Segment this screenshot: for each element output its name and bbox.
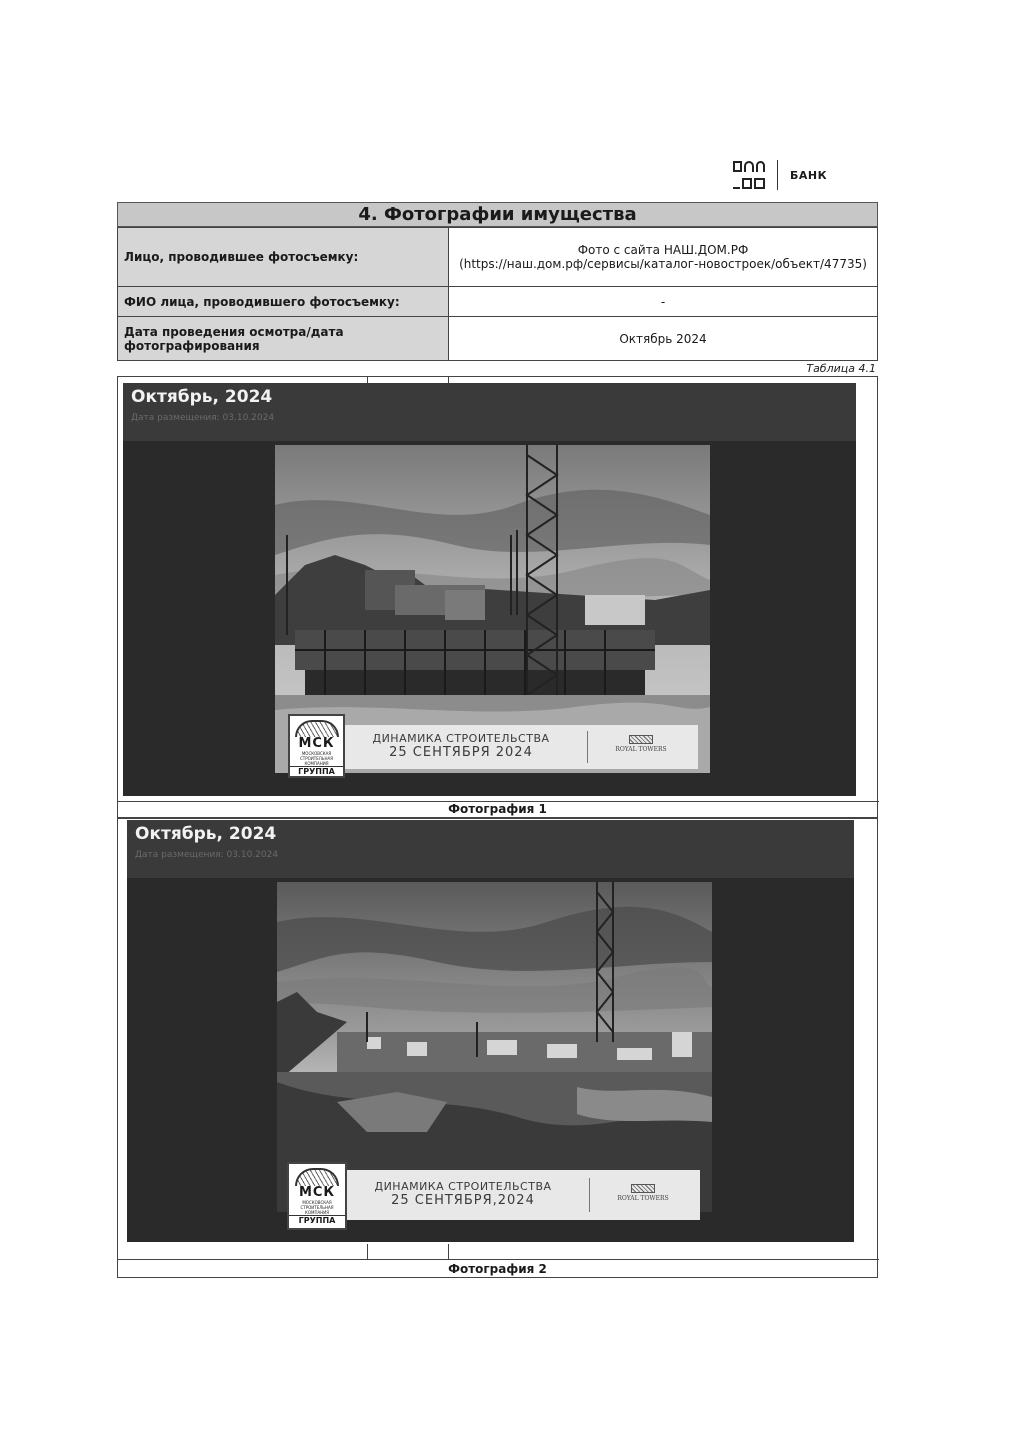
section-title: 4. Фотографии имущества xyxy=(117,202,878,227)
screenshot-2 xyxy=(127,820,854,1242)
table-row xyxy=(118,317,878,361)
screenshot-date: Дата размещения: 03.10.2024 xyxy=(135,850,279,860)
screenshot-header xyxy=(123,383,856,441)
msk-dome-icon xyxy=(295,1168,339,1186)
photographer-value xyxy=(449,228,878,287)
table-row xyxy=(118,287,878,317)
screenshot-1 xyxy=(123,383,856,796)
photographer-url: (https://наш.дом.рф/сервисы/каталог-новостроек/объект/47735) xyxy=(459,257,867,271)
photo-caption-1: Фотография 1 xyxy=(448,802,547,816)
logo-divider xyxy=(777,160,778,190)
info-table xyxy=(117,227,878,361)
dom-rf-logo-icon xyxy=(733,161,765,189)
fio-value: - xyxy=(449,287,878,317)
msk-word: МСК xyxy=(298,736,335,751)
fio-label: ФИО лица, проводившего фотосъемку: xyxy=(118,287,449,317)
msk-word: МСК xyxy=(298,1185,336,1200)
msk-subtitle: МОСКОВСКАЯ СТРОИТЕЛЬНАЯ КОМПАНИЯ xyxy=(299,751,334,766)
msk-logo xyxy=(288,714,345,778)
photo-caption-2: Фотография 2 xyxy=(448,1262,547,1276)
progress-banner xyxy=(341,725,698,769)
banner-line2: 25 СЕНТЯБРЯ 2024 xyxy=(389,745,533,760)
logo-text: БАНК xyxy=(790,168,828,182)
msk-logo xyxy=(287,1162,347,1230)
table-row xyxy=(118,228,878,287)
screenshot-date: Дата размещения: 03.10.2024 xyxy=(131,413,275,423)
dom-rf-logo xyxy=(733,160,827,190)
royal-towers-icon xyxy=(631,1184,655,1193)
banner-line2: 25 СЕНТЯБРЯ,2024 xyxy=(391,1193,535,1208)
banner-line1: ДИНАМИКА СТРОИТЕЛЬСТВА xyxy=(374,1180,552,1193)
banner-line1: ДИНАМИКА СТРОИТЕЛЬСТВА xyxy=(372,732,550,745)
photographer-label: Лицо, проводившее фотосъемку: xyxy=(118,228,449,287)
date-value: Октябрь 2024 xyxy=(449,317,878,361)
date-label: Дата проведения осмотра/дата фотографирования xyxy=(118,317,449,361)
msk-dome-icon xyxy=(295,720,339,737)
royal-towers-logo xyxy=(593,1184,693,1202)
banner-text xyxy=(341,732,581,760)
table-caption: Таблица 4.1 xyxy=(806,362,876,375)
screenshot-title: Октябрь, 2024 xyxy=(131,387,273,407)
msk-group: ГРУППА xyxy=(290,766,343,776)
royal-towers-logo xyxy=(591,735,691,753)
royal-towers-text: ROYAL TOWERS xyxy=(617,1195,669,1202)
royal-towers-icon xyxy=(629,735,653,744)
royal-towers-text: ROYAL TOWERS xyxy=(615,746,667,753)
screenshot-header xyxy=(127,820,854,878)
progress-banner xyxy=(343,1170,700,1220)
msk-group: ГРУППА xyxy=(289,1215,345,1225)
photographer-source: Фото с сайта НАШ.ДОМ.РФ xyxy=(577,243,749,257)
screenshot-title: Октябрь, 2024 xyxy=(135,824,277,844)
banner-text xyxy=(343,1180,583,1208)
msk-subtitle: МОСКОВСКАЯ СТРОИТЕЛЬНАЯ КОМПАНИЯ xyxy=(300,1200,334,1215)
